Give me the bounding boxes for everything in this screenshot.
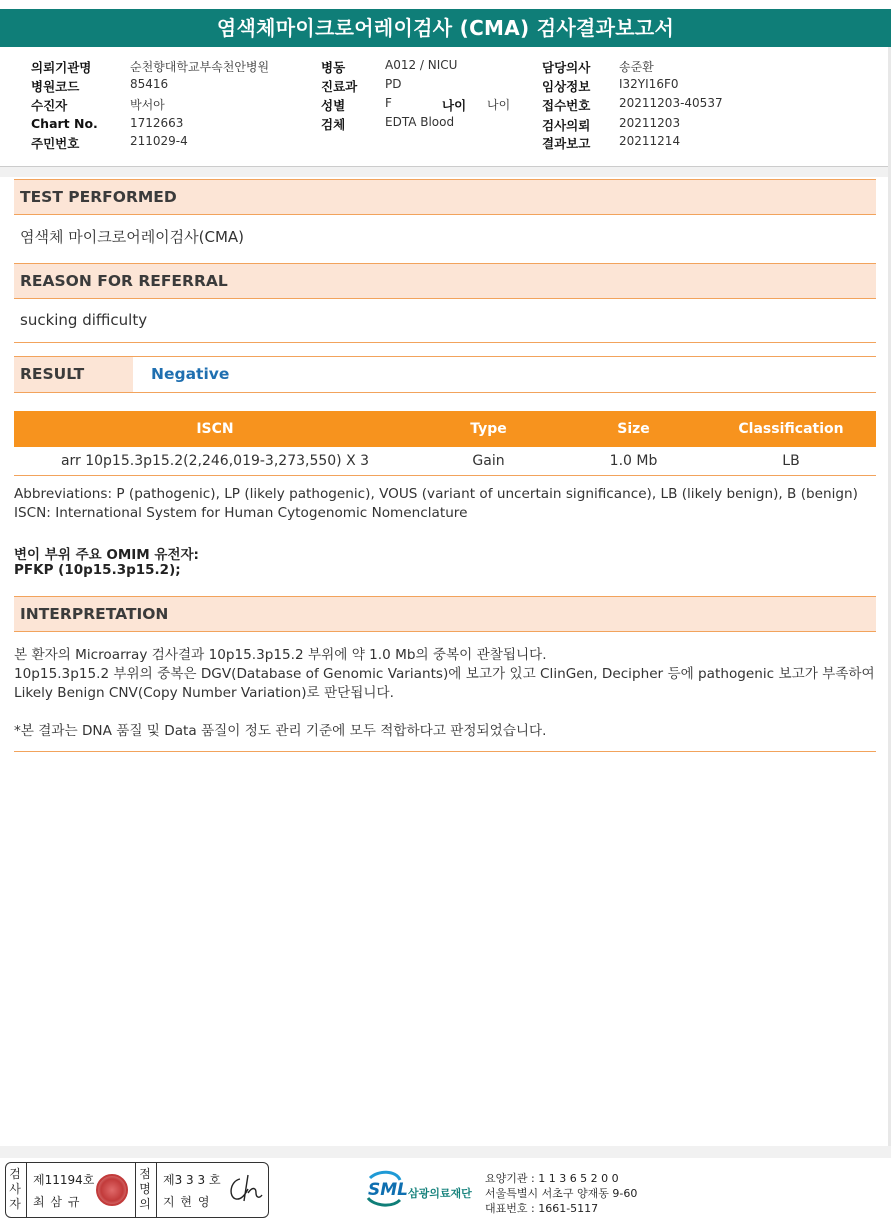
inspector-license: 제11194호 bbox=[33, 1173, 95, 1187]
cell-type: Gain bbox=[416, 447, 561, 475]
value-accession-number: 20211203-40537 bbox=[619, 96, 723, 110]
label-specimen: 검체 bbox=[321, 117, 346, 132]
table-row bbox=[14, 447, 876, 475]
value-age: 나이 bbox=[487, 98, 511, 112]
value-requesting-institution: 순천향대학교부속천안병원 bbox=[130, 60, 270, 74]
column-header-iscn: ISCN bbox=[14, 411, 416, 447]
value-department: PD bbox=[385, 77, 402, 91]
signature-divider-2 bbox=[135, 1163, 136, 1217]
value-ward: A012 / NICU bbox=[385, 58, 458, 72]
patient-info-header bbox=[0, 47, 891, 167]
interpretation-line-2: 10p15.3p15.2 부위의 중복은 DGV(Database of Genomic Variants)에 보고가 있고 ClinGen, Decipher 등에 pathogenic 보고가 부족하여 bbox=[14, 666, 875, 682]
interpretation-line-1: 본 환자의 Microarray 검사결과 10p15.3p15.2 부위에 약 1.0 Mb의 중복이 관찰됩니다. bbox=[14, 647, 547, 663]
interpretation-divider bbox=[14, 751, 876, 752]
signature-box bbox=[5, 1162, 269, 1218]
section-reason-heading: REASON FOR REFERRAL bbox=[14, 263, 876, 299]
column-header-size: Size bbox=[561, 411, 706, 447]
reviewer-role-text: 점 명 의 bbox=[139, 1167, 151, 1211]
reviewer-role bbox=[138, 1167, 152, 1212]
label-request-date: 검사의뢰 bbox=[542, 118, 591, 133]
report-title: 염색체마이크로어레이검사 (CMA) 검사결과보고서 bbox=[0, 9, 891, 47]
abbreviations-line: Abbreviations: P (pathogenic), LP (likely pathogenic), VOUS (variant of uncertain significance), LB (likely benign), B (benign) bbox=[14, 486, 858, 502]
label-chart-no: Chart No. bbox=[31, 116, 98, 131]
signature-divider-3 bbox=[156, 1163, 157, 1217]
column-header-type: Type bbox=[416, 411, 561, 447]
interpretation-note: *본 결과는 DNA 품질 및 Data 품질이 정도 관리 기준에 모두 적합하다고 판정되었습니다. bbox=[14, 723, 547, 739]
value-chart-no: 1712663 bbox=[130, 116, 184, 130]
result-label: RESULT bbox=[14, 357, 133, 392]
label-clinical-info: 임상정보 bbox=[542, 79, 591, 94]
inspector-name: 최 삼 규 bbox=[33, 1195, 81, 1209]
signature-divider-1 bbox=[26, 1163, 27, 1217]
address: 서울특별시 서초구 양재동 9-60 bbox=[485, 1187, 638, 1200]
value-attending-physician: 송준환 bbox=[619, 60, 654, 74]
test-performed-text: 염색체 마이크로어레이검사(CMA) bbox=[20, 228, 245, 246]
cell-classification: LB bbox=[706, 447, 876, 475]
label-resident-number: 주민번호 bbox=[31, 136, 80, 151]
header-divider-band bbox=[0, 167, 891, 177]
value-specimen: EDTA Blood bbox=[385, 115, 455, 129]
handwritten-signature bbox=[226, 1171, 264, 1207]
organization-name: 삼광의료재단 bbox=[408, 1187, 472, 1200]
label-accession-number: 접수번호 bbox=[542, 98, 591, 113]
reviewer-name: 지 현 영 bbox=[163, 1195, 211, 1209]
sml-logo-text: SML bbox=[368, 1180, 408, 1200]
value-resident-number: 211029-4 bbox=[130, 134, 188, 148]
reason-text: sucking difficulty bbox=[20, 311, 148, 329]
table-header-row bbox=[14, 411, 876, 447]
omim-genes: PFKP (10p15.3p15.2); bbox=[14, 562, 181, 578]
value-clinical-info: I32YI16F0 bbox=[619, 77, 679, 91]
value-report-date: 20211214 bbox=[619, 134, 681, 148]
value-sex: F bbox=[385, 96, 392, 110]
iscn-definition-line: ISCN: International System for Human Cytogenomic Nomenclature bbox=[14, 505, 468, 521]
value-request-date: 20211203 bbox=[619, 116, 681, 130]
facility-code: 요양기관 : 1 1 3 6 5 2 0 0 bbox=[485, 1172, 619, 1185]
footer-band bbox=[0, 1146, 891, 1158]
value-hospital-code: 85416 bbox=[130, 77, 169, 91]
label-attending-physician: 담당의사 bbox=[542, 60, 591, 75]
value-patient-name: 박서아 bbox=[130, 98, 165, 112]
label-sex: 성별 bbox=[321, 98, 346, 113]
interpretation-line-3: Likely Benign CNV(Copy Number Variation)로 판단됩니다. bbox=[14, 685, 394, 701]
label-report-date: 결과보고 bbox=[542, 136, 591, 151]
label-age: 나이 bbox=[442, 98, 467, 113]
label-patient-name: 수진자 bbox=[31, 98, 68, 113]
result-row bbox=[14, 356, 876, 393]
section-interpretation-heading: INTERPRETATION bbox=[14, 596, 876, 632]
cell-size: 1.0 Mb bbox=[561, 447, 706, 475]
label-requesting-institution: 의뢰기관명 bbox=[31, 60, 92, 75]
omim-title: 변이 부위 주요 OMIM 유전자: bbox=[14, 547, 199, 563]
inspector-role bbox=[8, 1167, 22, 1212]
label-department: 진료과 bbox=[321, 79, 358, 94]
cell-iscn: arr 10p15.3p15.2(2,246,019-3,273,550) X 3 bbox=[14, 447, 416, 475]
section-test-performed-heading: TEST PERFORMED bbox=[14, 179, 876, 215]
reason-divider bbox=[14, 342, 876, 343]
cma-result-table bbox=[14, 411, 876, 476]
inspector-role-text: 검 사 자 bbox=[9, 1167, 21, 1211]
reviewer-license: 제3 3 3 호 bbox=[163, 1173, 221, 1187]
official-seal-stamp bbox=[96, 1174, 128, 1206]
column-header-classification: Classification bbox=[706, 411, 876, 447]
result-value: Negative bbox=[151, 365, 230, 383]
phone-number: 대표번호 : 1661-5117 bbox=[485, 1202, 599, 1215]
label-hospital-code: 병원코드 bbox=[31, 79, 80, 94]
label-ward: 병동 bbox=[321, 60, 346, 75]
